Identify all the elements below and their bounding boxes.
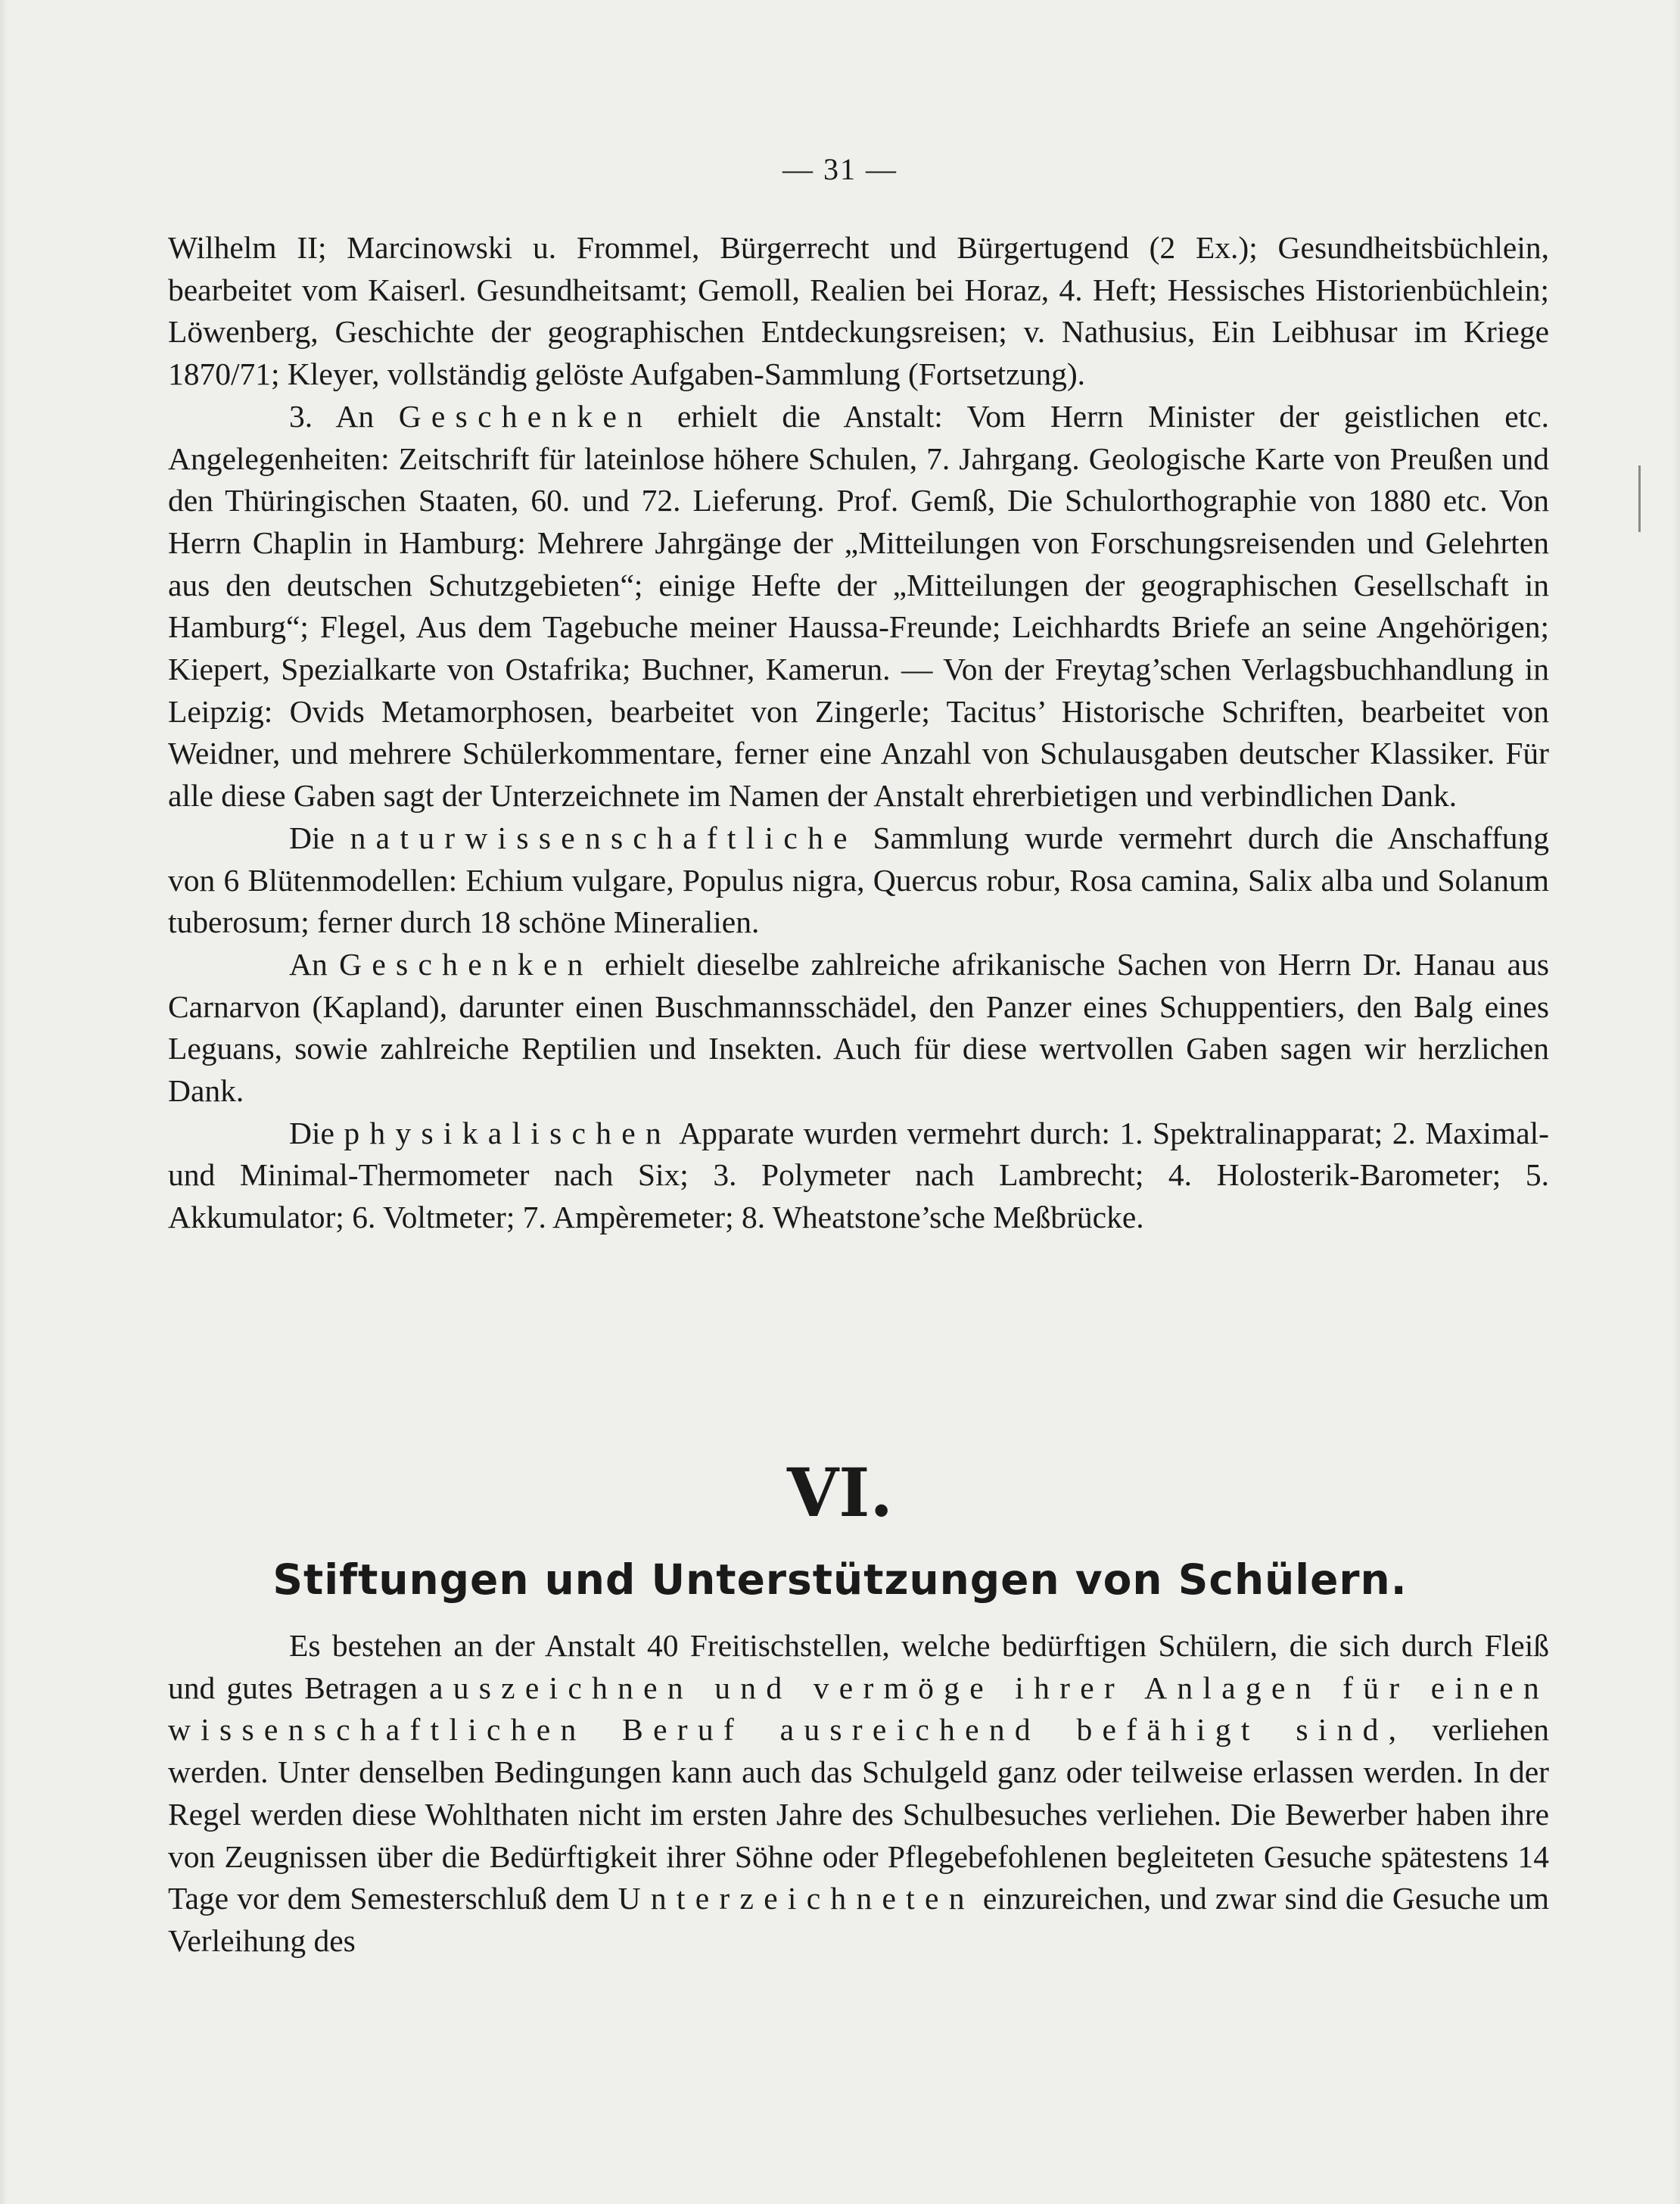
text-run: verliehen werden. Unter denselben Bedingungen kann auch das Schulgeld ganz oder teilweise erlassen werden. In der Regel werden diese Wohlthaten nicht im ersten Jahre des Schulbesuches verliehen. Die Bewerber haben ihre von Zeugnissen über die Bedürftigkeit ihrer Söhne oder Pflegebefohlenen begleiteten Gesuche spätestens 14 Tage vor dem Semesterschluß dem — [168, 1712, 1550, 1916]
text-run: Die — [289, 820, 350, 855]
text-run: Sammlung wurde vermehrt durch die Anschaffung von 6 Blütenmodellen: Echium vulgare, Populus nigra, Quercus robur, Rosa camina, Salix alba und Solanum tuberosum; ferner durch 18 schöne Mineralien. — [168, 820, 1550, 940]
margin-mark — [1638, 465, 1641, 532]
body-text-top — [168, 227, 1549, 1239]
body-text-bottom — [168, 1625, 1549, 1963]
emphasized-term: Unterzeichneten — [618, 1881, 975, 1916]
paragraph-physics-apparatus — [168, 1113, 1549, 1239]
emphasized-term: auszeichnen und vermöge ihrer Anlagen für einen wissenschaftlichen Beruf ausreichend befähigt sind, — [168, 1670, 1549, 1748]
emphasized-term: Geschenken — [339, 946, 593, 982]
paragraph-geschenke-collection — [168, 944, 1549, 1113]
text-run: Die — [289, 1115, 344, 1150]
chapter-number: VI. — [786, 1453, 894, 1532]
text-run: einzureichen, und zwar sind die Gesuche um Verleihung des — [168, 1881, 1549, 1958]
paragraph-freitischstellen — [168, 1625, 1549, 1963]
text-run: Apparate wurden vermehrt durch: 1. Spektralinapparat; 2. Maximal- und Minimal-Thermometer nach Six; 3. Polymeter nach Lambrecht; 4. Holosterik-Barometer; 5. Akkumulator; 6. Voltmeter; 7. Ampèremeter; 8. Wheatstone’sche Meßbrücke. — [168, 1115, 1549, 1235]
text-run: 3. An — [289, 398, 399, 434]
paragraph-geschenke-library — [168, 396, 1549, 817]
scan-shadow-left — [0, 0, 8, 2204]
text-run: erhielt die Anstalt: Vom Herrn Minister der geistlichen etc. Angelegenheiten: Zeitschrift für lateinlose höhere Schulen, 7. Jahrgang. Geologische Karte von Preußen und den Thüringischen Staaten, 60. und 72. Lieferung. Prof. Gemß, Die Schulorthographie von 1880 etc. Von Herrn Chaplin in Hamburg: Mehrere Jahrgänge der „Mitteilungen von Forschungsreisenden und Gelehrten aus den deutschen Schutzgebieten“; einige Hefte der „Mitteilungen der geographischen Gesellschaft in Hamburg“; Flegel, Aus dem Tagebuche meiner Haussa-Freunde; Leichhardts Briefe an seine Angehörigen; Kiepert, Spezialkarte von Ostafrika; Buchner, Kamerun. — Von der Freytag’schen Verlagsbuchhandlung in Leipzig: Ovids Metamorphosen, bearbeitet von Zingerle; Tacitus’ Historische Schriften, bearbeitet von Weidner, und mehrere Schülerkommentare, ferner eine Anzahl von Schulausgaben deutscher Klassiker. Für alle diese Gaben sagt der Unterzeichnete im Namen der Anstalt ehrerbietigen und verbindlichen Dank. — [168, 398, 1549, 814]
emphasized-term: naturwissenschaftliche — [350, 820, 857, 855]
text-run: An — [289, 946, 340, 982]
text-run: Wilhelm II; Marcinowski u. Frommel, Bürgerrecht und Bürgertugend (2 Ex.); Gesundheitsbüchlein, bearbeitet vom Kaiserl. Gesundheitsamt; Gemoll, Realien bei Horaz, 4. Heft; Hessisches Historienbüchlein; Löwenberg, Geschichte der geographischen Entdeckungsreisen; v. Nathusius, Ein Leibhusar im Kriege 1870/71; Kleyer, vollständig gelöste Aufgaben-Sammlung (Fortsetzung). — [168, 230, 1549, 392]
paragraph-natural-science-collection — [168, 817, 1549, 944]
scan-shadow-right — [1672, 0, 1680, 2204]
text-run: Es bestehen an der Anstalt 40 Freitischstellen, welche bedürftigen Schülern, die sich durch Fleiß und gutes Betragen — [168, 1628, 1549, 1705]
page-number: — 31 — — [782, 152, 898, 186]
text-run: erhielt dieselbe zahlreiche afrikanische Sachen von Herrn Dr. Hanau aus Carnarvon (Kapland), darunter einen Buschmannsschädel, den Panzer eines Schuppentiers, den Balg eines Leguans, sowie zahlreiche Reptilien und Insekten. Auch für diese wertvollen Gaben sagen wir herzlichen Dank. — [168, 946, 1549, 1109]
emphasized-term: physikalischen — [344, 1115, 671, 1150]
chapter-title: Stiftungen und Unterstützungen von Schülern. — [272, 1555, 1408, 1604]
emphasized-term: Geschenken — [398, 398, 653, 434]
paragraph-book-list-continued — [168, 227, 1549, 396]
